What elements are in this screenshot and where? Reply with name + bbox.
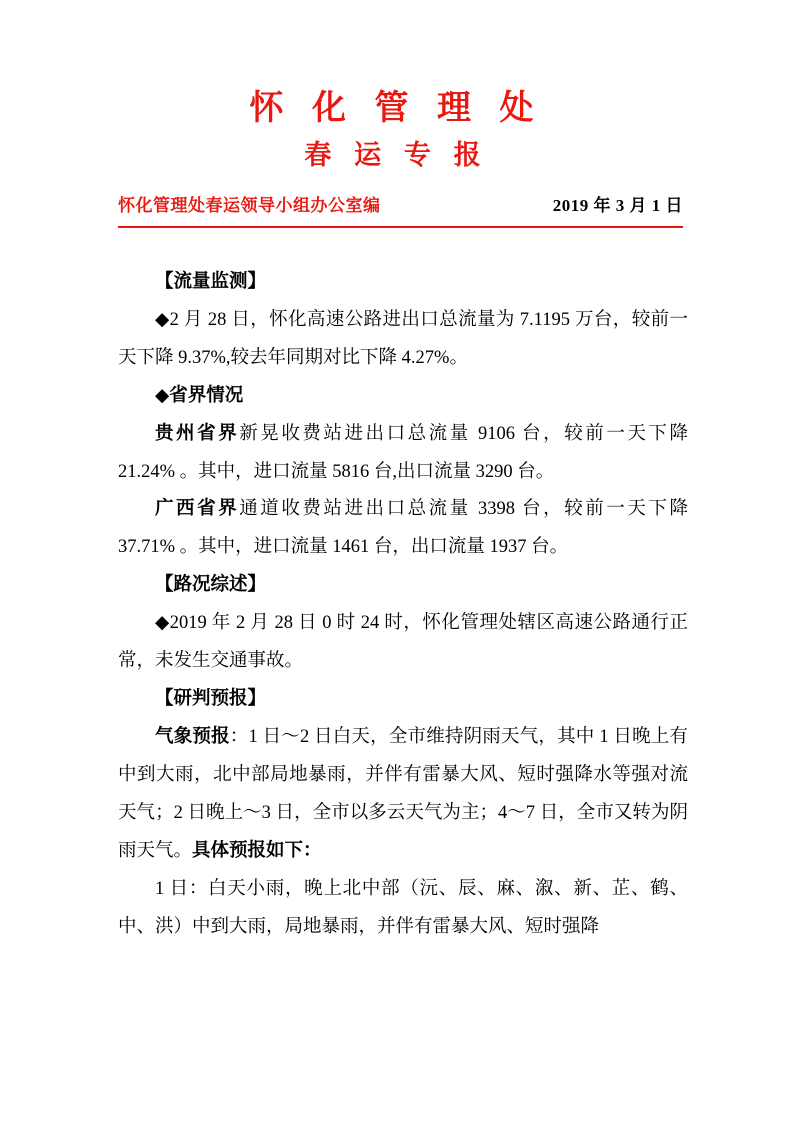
section-heading-forecast: 【研判预报】 [155,689,267,710]
paragraph-road-summary: ◆2019 年 2 月 28 日 0 时 24 时，怀化管理处辖区高速公路通行正常，未发生交通事故。 [118,613,688,672]
paragraph-guizhou-border: 贵州省界新晃收费站进出口总流量 9106 台，较前一天下降 21.24% 。其中，进口流量 5816 台,出口流量 3290 台。 [118,423,688,482]
page-title: 怀 化 管 理 处 [249,90,544,127]
paragraph-weather-forecast: 气象预报：1 日～2 日白天，全市维持阴雨天气，其中 1 日晚上有中到大雨，北中部局地暴雨，并伴有雷暴大风、短时强降水等强对流天气；2 日晚上～3 日，全市以多云天气为主；4～7 日，全市又转为阴雨天气。具体预报如下： [118,727,688,861]
editor-label: 怀化管理处春运领导小组办公室编 [118,195,381,215]
paragraph-traffic-total: ◆2 月 28 日，怀化高速公路进出口总流量为 7.1195 万台，较前一天下降 9.37%,较去年同期对比下降 4.27%。 [118,309,688,368]
document-body [118,264,688,947]
paragraph-guangxi-border: 广西省界通道收费站进出口总流量 3398 台，较前一天下降 37.71% 。其中，进口流量 1461 台，出口流量 1937 台。 [118,499,688,558]
section-heading-road-summary: 【路况综述】 [155,575,267,596]
masthead-meta [0,191,793,216]
section-heading-provincial-border: ◆省界情况 [155,385,244,406]
masthead-divider [118,226,683,228]
paragraph-forecast-day1: 1 日：白天小雨，晚上北中部（沅、辰、麻、溆、新、芷、鹤、中、洪）中到大雨，局地暴雨，并伴有雷暴大风、短时强降 [118,878,688,937]
section-heading-traffic-monitoring: 【流量监测】 [155,271,267,292]
masthead [0,0,793,173]
issue-date: 2019 年 3 月 1 日 [552,195,683,215]
page-subtitle: 春 运 专 报 [304,139,489,170]
